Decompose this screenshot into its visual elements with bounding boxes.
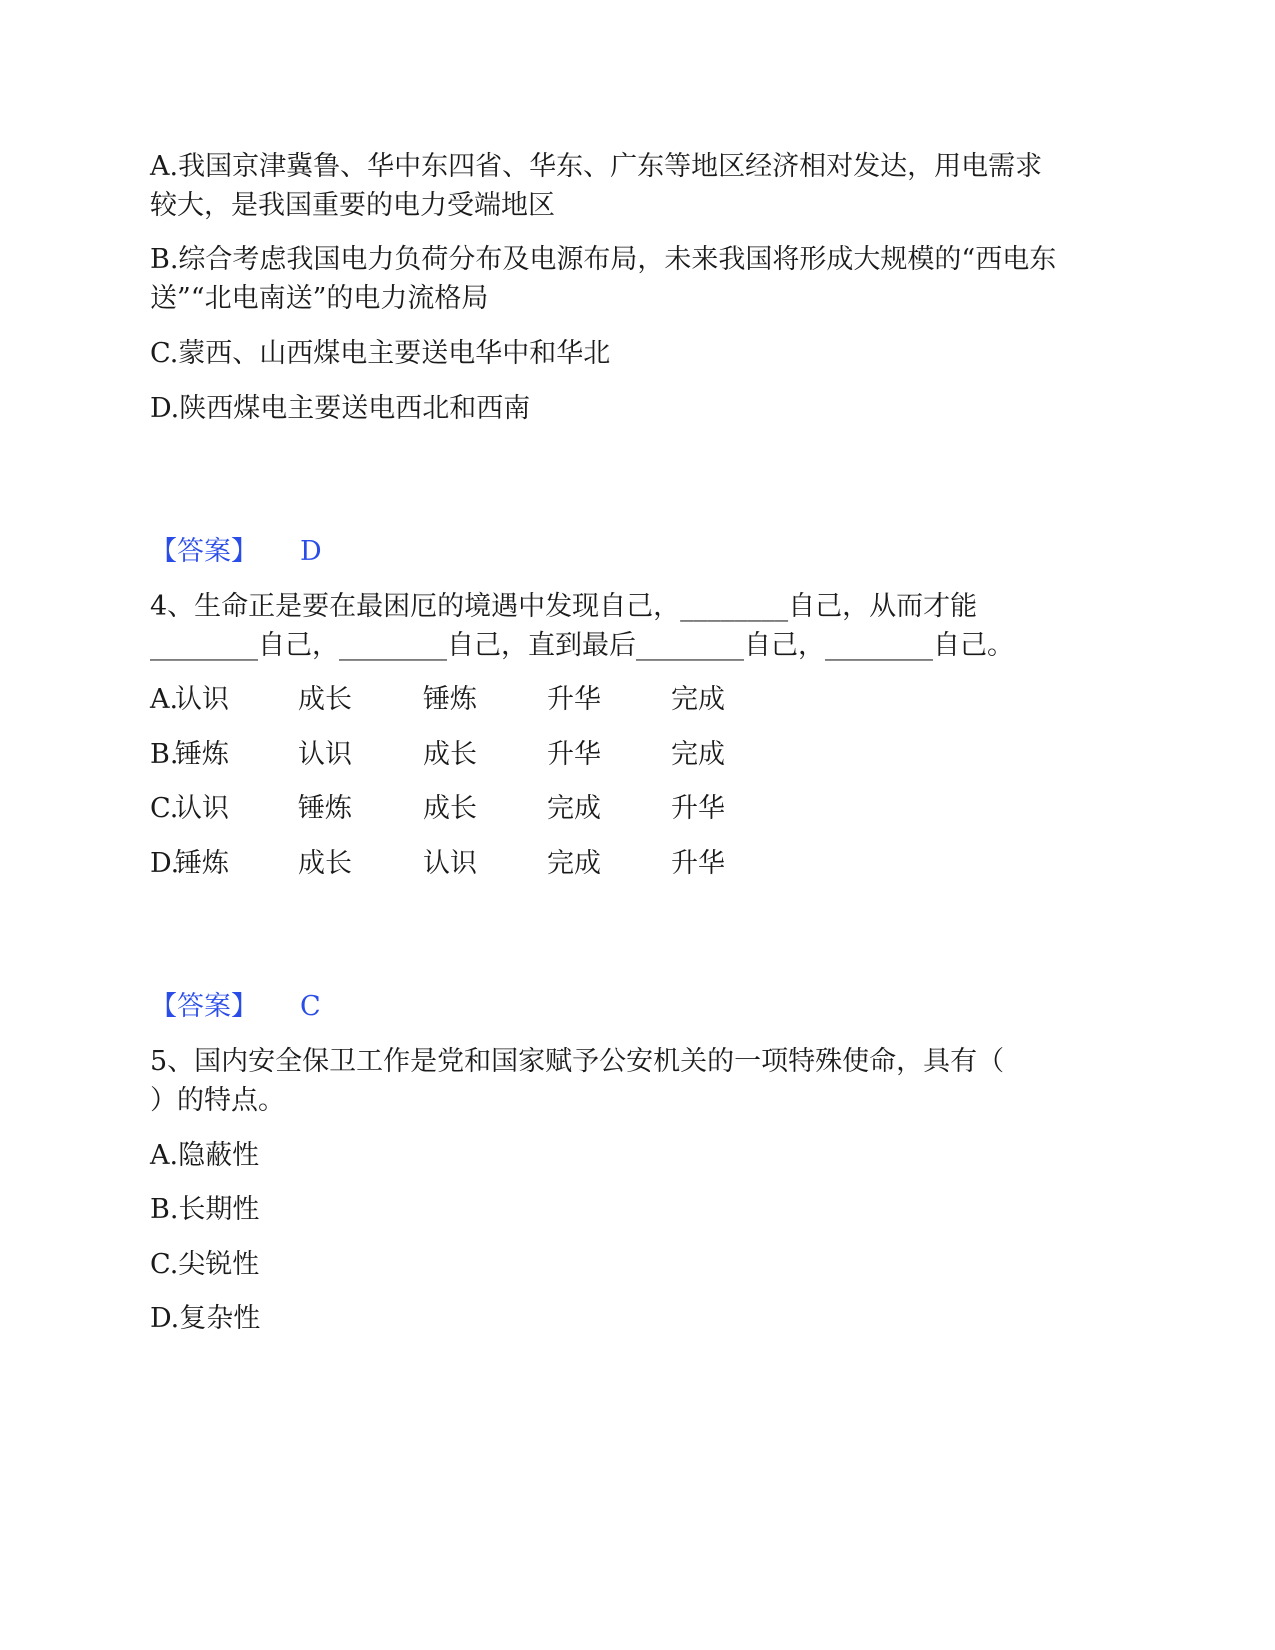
q4-answer (150, 987, 321, 1027)
document-page (150, 0, 1150, 1650)
q4-option-word: 完成 (547, 848, 601, 879)
q3-answer-value: D (300, 536, 322, 567)
q4-option-word: 认识 (298, 739, 352, 770)
q4-option-word: 认识 (175, 793, 229, 824)
q5-option-c: C.尖锐性 (150, 1249, 260, 1280)
q4-answer-label: 【答案】 (150, 991, 258, 1022)
q4-option-letter: B. (150, 739, 179, 770)
q5-option-b: B.长期性 (150, 1194, 260, 1225)
q4-option-word: 成长 (298, 848, 352, 879)
q4-option-word: 完成 (671, 739, 725, 770)
q4-option-word: 升华 (671, 848, 725, 879)
q4-option-word: 认识 (175, 684, 229, 715)
q4-option-word: 成长 (298, 684, 352, 715)
q4-option-word: 锤炼 (298, 793, 352, 824)
q4-option-word: 升华 (547, 684, 601, 715)
q4-option-word: 成长 (423, 793, 477, 824)
q3-option-c: C.蒙西、山西煤电主要送电华中和华北 (150, 338, 611, 369)
q5-option-d: D.复杂性 (150, 1303, 261, 1334)
q5-option-a: A.隐蔽性 (150, 1140, 260, 1171)
q4-option-letter: C. (150, 793, 179, 824)
q3-option-a-line1: A.我国京津冀鲁、华中东四省、华东、广东等地区经济相对发达，用电需求 (150, 151, 1043, 182)
q3-answer-label: 【答案】 (150, 536, 258, 567)
q5-stem-line2: ）的特点。 (150, 1085, 285, 1116)
q4-option-word: 锤炼 (423, 684, 477, 715)
q3-option-a-line2: 较大，是我国重要的电力受端地区 (150, 190, 555, 221)
q4-option-letter: D. (150, 848, 180, 879)
q3-answer (150, 532, 322, 572)
q5-stem-line1: 5、国内安全保卫工作是党和国家赋予公安机关的一项特殊使命，具有（ (150, 1046, 1005, 1077)
q4-option-word: 完成 (547, 793, 601, 824)
q4-option-word: 升华 (671, 793, 725, 824)
q4-option-word: 认识 (423, 848, 477, 879)
q4-answer-value: C (300, 991, 321, 1022)
q4-stem-line2: ________自己，________自己，直到最后________自己，________自己。 (150, 630, 1014, 661)
q4-option-word: 成长 (423, 739, 477, 770)
q3-option-d: D.陕西煤电主要送电西北和西南 (150, 393, 531, 424)
q3-option-b-line2: 送”“北电南送”的电力流格局 (150, 283, 489, 314)
q4-option-word: 锤炼 (175, 739, 229, 770)
q4-option-word: 完成 (671, 684, 725, 715)
q3-option-b-line1: B.综合考虑我国电力负荷分布及电源布局，未来我国将形成大规模的“西电东 (150, 244, 1057, 275)
q4-option-word: 锤炼 (175, 848, 229, 879)
q4-option-letter: A. (150, 684, 179, 715)
q4-stem-line1: 4、生命正是要在最困厄的境遇中发现自己，________自己，从而才能 (150, 591, 978, 622)
q4-option-word: 升华 (547, 739, 601, 770)
